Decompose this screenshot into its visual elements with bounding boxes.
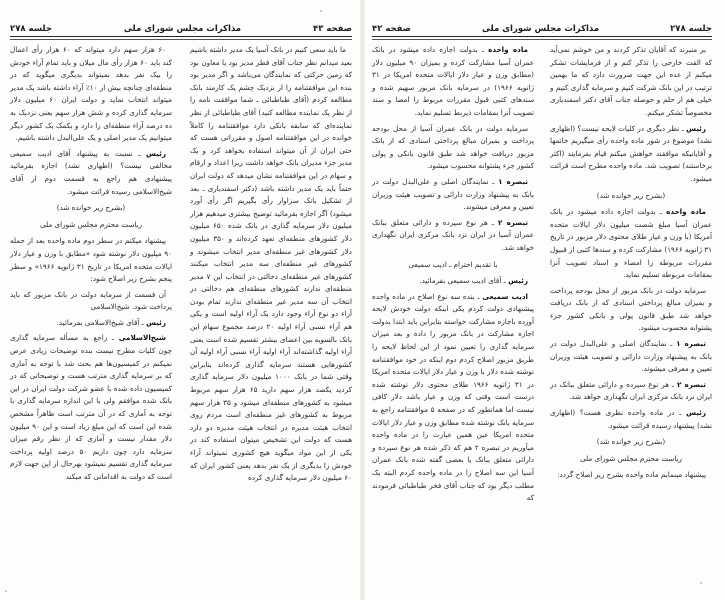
paragraph-text: ـ راجع به مسأله سرمایه گذاری چون کلیات مطرح نیست بنده توضیحات زیادی عرض نمیکنم در کمیسیون‌ها هم بحث شد با توجه به آماری که بر سرمایه گذاری مترتب هست و توضیحاتی که در کمیسیون داده شده با عضو شرکت دولت ایران در این بانک شده موافقم ولی با این اندازه سرمایه گذاری با توجه به آماری که در آن مترتب است ظاهراً مشخص شده این است که این مبلغ زیاد است و این ۹۰ میلیون دلار مقدار نیست و آماری که از نظر رقم میزان سرمایه دارد چون داریم ۵۰ درصد اولیه پرداخت سرمایه گذاری تقسیم نمیشود بهرحال از این جهت لازم است که دولت به اقداماتی که میکند bbox=[9, 333, 173, 481]
paragraph bbox=[372, 123, 534, 173]
header-rule-thin bbox=[372, 39, 712, 40]
header-rule bbox=[372, 36, 712, 37]
paragraph-text: ـ هر نوع سپرده و دارائی متعلق ببانک عمران آسیا در ایران نزد بانک مرکزی ایران نگهداری خواهد شد. bbox=[372, 217, 534, 252]
paragraph-text: ـ هر نوع سپرده و دارائی متعلق ببانک در ایران نزد بانک مرکزی ایران نگهداری خواهد شد. bbox=[550, 379, 712, 402]
paragraph-text: بر منبرند که آقایان تذکر کردند و من خوشم نمی‌آید که الفت خارجی را تذکر کنم و از فرمایشات تشکر میکنم از عده این جهت ضرورت دارد که ما بهمین ترتیب در این بانک شرکت کنیم و سرمایه گذاری کنیم و خیلی هم از حلم و حوصله جناب آقای دکتر اسفندیاری مخصوصاً تشکر میکنم. bbox=[550, 45, 712, 117]
paragraph-text: پیشنهاد مینمایم ماده واحده بشرح زیر اصلاح گردد: bbox=[557, 470, 706, 480]
speaker-name: رئیس bbox=[686, 123, 706, 133]
centered-note: ریاست محترم مجلس شورای ملی bbox=[39, 219, 143, 229]
paragraph-text: ۶۰ هزار سهم دارد میتواند که ۶۰ هزار رأی اعمال کند باید ۶۰ هزار رأی مال میلان و باید تمام آراء خودش را بیک نفر بدهد نمیتواند بدیگری میگوید که در منطقه‌ای چنانچه بیش از ۱۰٪ آراء داشته باشد یک مدیر میتواند انتخاب نماید و دولت ایران ۶۰ میلیون دلار سرمایه گذاری کرده و شش هزار سهم یعنی نزدیک به ده درصد آراء منطقه‌ای را دارد و بکمک یک کشور دیگر میتوانیم یک مدیر اصلی و یک علی‌البدل داشته باشیم. bbox=[10, 45, 173, 143]
paragraph-text: ـ نمایندگان اصلی و علی‌البدل دولت در بانک به پیشنهاد وزارت دارائی و تصویب هیئت وزیران تعیین و معرفی میشوند. bbox=[550, 339, 712, 374]
centered-note: (بشرح زیر خوانده شد) bbox=[596, 190, 666, 200]
article-paragraph bbox=[372, 217, 534, 255]
paragraph-text: ـ در ماده واحده نظری هست؟ (اظهاری نشد) پیشنهاد رسیده قرائت میشود. bbox=[550, 408, 712, 430]
article-paragraph bbox=[372, 176, 534, 214]
centered-note: (بشرح زیر خوانده شد) bbox=[596, 437, 666, 447]
left-page-number: صفحه ۴۳ bbox=[313, 24, 352, 34]
paragraph-text: ـ بنده سه نوع اصلاح در ماده واحده پیشنهادی دولت کردم یکی اینکه دولت خودش لایحه آورده باجازه مشارکت خواسته بنابراین باید ابتدا بدولت اجازه مشارکت در بانک مزبور را داده و بعد میزان سرمایه گذاری را تعیین نمود از این لحاظ لایحه را طریق مزبور اصلاح کردم دوم اینکه در خود موافقتنامه نوشته شده دلار با وزن و عیار دلار ایالات متحده امریکا در ۳۱ ژانویه ۱۹۶۶ طلای محتوی دلار نوشته شده درست است وقتی که وزن و عیار باشد دلار کافی نیست اما همانطور که در صفحه ۵ موافقتنامه راجع به سرمایه بانک نوشته شده مطابق وزن و عیار دلار ایالات متحده امریکا عین همین عبارت را در ماده واحده میآوریم در تبصره ۲ هم که ذکر شده هر نوع سپرده و دارائی متعلق ببانک یا بعضی گفته شده بانک عمران آسیا این سه اصلاح را در ماده واحده کردم البته یک مطلب دیگر بود که جناب آقای فخر طباطبائی فرمودند که bbox=[372, 291, 534, 503]
article-paragraph bbox=[372, 44, 534, 120]
speaker-name: شیخ‌الاسلامی bbox=[118, 333, 166, 343]
paragraph bbox=[10, 289, 172, 314]
scan-speck bbox=[700, 582, 702, 584]
left-page-title: مذاکرات مجلس شورای ملی bbox=[123, 24, 242, 34]
right-page-column-right bbox=[550, 44, 712, 482]
paragraph-text: ـ نسبت به پیشنهاد آقای ادیب سمیعی مخالفی نیست؟ (اظهاری نشد) اجازه بفرمائید پیشنهادی هم راجع به قسمت دوم از آقای شیخ‌الاسلامی رسیده قرائت میشود. bbox=[10, 148, 172, 196]
paragraph-text: ـ آقای شیخ‌الاسلامی بفرمائید. bbox=[56, 317, 144, 327]
right-page-header bbox=[372, 20, 712, 34]
article-paragraph bbox=[550, 206, 712, 282]
article-heading: تبصره ۲ bbox=[497, 217, 528, 227]
paragraph-text: سرمایه دولت در بانک مزبور از محل بودجه پرداخت و بمیزان مبالغ پرداختی اسنادی که از بانک دریافت خواهد شد طبق قانون پولی و بانکی کشور جزء پشتوانه محسوب میشود. bbox=[550, 285, 712, 333]
article-heading: تبصره ۲ bbox=[677, 379, 706, 389]
centered-note: ریاست محترم مجلس شورای ملی bbox=[579, 453, 683, 463]
right-page-number: صفحه ۴۲ bbox=[372, 24, 411, 34]
paragraph-text: ـ بدولت اجازه داده میشود در بانک عمران آسیا مشارکت کرده و بمیزان ۹۰ میلیون دلار (مطابق وزن و عیار دلار ایالات متحده امریکا در ۳۱ ژانویه ۱۹۶۶) در سرمایه بانک مزبور سهیم شده و سندهای کتبی قبول مقررات مربوط را امضا و سند تصویب آنرا بمقامات ذیربط تسلیم نماید. bbox=[372, 45, 534, 117]
paragraph bbox=[550, 285, 712, 335]
right-page-title: مذاکرات مجلس شورای ملی bbox=[481, 24, 600, 34]
paragraph-text: ـ آقای ادیب سمیعی بفرمائید. bbox=[419, 276, 506, 286]
right-page bbox=[364, 0, 725, 600]
left-page-header bbox=[10, 20, 352, 34]
paragraph-text: ـ نمایندگان اصلی و علی‌البدل دولت در بانک به پیشنهاد وزارت دارائی و تصویب هیئت وزیران تعیین و معرفی میشوند. bbox=[372, 176, 534, 212]
right-page-session: جلسه ۲۷۸ bbox=[670, 24, 712, 34]
speaker-paragraph bbox=[372, 291, 534, 505]
left-page-column-left bbox=[10, 44, 172, 484]
scan-speck bbox=[5, 590, 7, 592]
paragraph-text: ـ بدولت اجازه داده میشود در بانک عمران آسیا مبلغ شصت میلیون دلار ایالات متحده آمریکا (با وزن و عیار طلای محتوی دلار مزبور در تاریخ ۳۱ ژانویه ۱۹۶۶) مشارکت کرده و سندها کتبی از قبیول مقررات مربوطه را امضاء و اسناد تصویب آنرا بمقامات مربوطه تسلیم نماید. bbox=[550, 207, 712, 280]
right-page-column-left bbox=[372, 44, 534, 505]
left-page bbox=[0, 0, 362, 600]
paragraph-text: ما باید سعی کنیم در بانک آسیا یک مدیر داشته باشیم بعید میدانم نظر جناب آقای فطر مدیر بود یا معاون بود که زمین حرکتی که نمایندگان می‌باشد و اگر مدیر بود بنده این موافقتنامه را از نزدیک چشم یک کارمند بانک مطالعه کردم (آقای طباطبائی ـ شما موافقت نامه را از نظر یک نماینده مطالعه کنید) آقای طباطبائی از نظر نماینده‌ای که سابقه بانکی دارد موافقتنامه را کاملاً خوانده در این موافقتنامه اصول و مقرراتی هست که حتی ایران از آن میتواند استفاده بخواهد کرد و یک مدیر جزء مدیران بانک خواهد داشت زیرا اعداد و ارقام و سهام در این موافقتنامه نشان میدهد که دولت ایران حتماً باید یک مدیر داشته باشد (دکتر اسفندیاری ـ بعد از تشکیل بانک سزاوار رأی بگیریم اگر رأی آورد میشود) اگر اجازه بفرمائید توضیح بیشتری میدهیم هزار میلیون دلار سرمایه گذاری در بانک شده ۶۵۰ میلیون دلار کشورهای منطقه‌ای تعهد کرده‌اند و ۳۵۰ میلیون دلار کشورهای غیر منطقه‌ای مدیر انتخاب میشوند و کشورهای غیر منطقه‌ای سه مدیر انتخاب میکنند کشورهای غیر منطقه‌ای دخالتی در انتخاب این ۷ مدیر منطقه‌ای ندارند کشورهای منطقه‌ای هم دخالتی در انتخاب آن سه مدیر غیر منطقه‌ای ندارند تمام بودن آراء دو نوع آراء وجود دارد یک آراء اولیه است و یکی هم آراء نسبی آراء اولیه ۲۰ درصد مجموع سهام این بانک بالسویه بین اعضای بیشتر تقسیم شده است یعنی آراء اولیه گذاشته‌اند آراء اولیه آراء نسبی آراء اولیه آن کشورهایی هستند سرمایه گذاری کرده‌اند بنابراین وقتی شما در بانک ۱۰۰۰ میلیون دلار سرمایه گذاری کردید یکصد هزار سهم دارید ۶۵ هزار سهم مربوط میشود به کشورهای منطقه‌ای میشود و ۳۵ هزار سهم مربوط به کشورهای غیر منطقه‌ای است مردم روی انتخاب هیئت مدیره در انتخاب هیئت مدیره دو دارد هست که دولت این تشخیص میتوان استفاده کند در یکی از این مواد میگوید هیچ کشوری نمیتواند آراء خودش را بدیگری از یک نفر بدهد یعنی کشور ایران که ۶۰ میلیون دلار سرمایه گذاری کرده bbox=[190, 45, 353, 483]
article-heading: تبصره ۱ bbox=[676, 339, 706, 349]
left-page-column-right bbox=[190, 44, 352, 485]
paragraph-text: آن قسمت از سرمایه دولت در بانک مزبور که باید پرداخت شود. شیخ‌الاسلامی bbox=[10, 289, 172, 312]
paragraph bbox=[550, 44, 712, 120]
speaker-name: رئیس bbox=[686, 408, 706, 418]
speaker-paragraph bbox=[10, 332, 172, 483]
paragraph-text: سرمایه دولت در بانک عمران آسیا از محل بودجه پرداخت و بمیزان مبالغ پرداختی اسنادی که از بانک مزبور دریافت خواهد شد طبق قانون بانکی و پولی کشور جزء پشتوانه محسوب میشود. bbox=[372, 123, 534, 171]
article-paragraph bbox=[550, 338, 712, 376]
speaker-paragraph bbox=[550, 407, 712, 432]
paragraph bbox=[10, 44, 172, 145]
article-heading: ماده واحده bbox=[488, 45, 528, 54]
speaker-paragraph bbox=[372, 275, 534, 288]
paragraph-text: ـ نظر دیگری در کلیات لایحه نیست؟ (اظهاری نشد) موضوع در شور ماده واحده رأی میگیریم خانمها و آقایانیکه موافقند خواهش میکنم قیام بفرمایند (اکثر برخاستند) تصویب شد. ماده واحده مطرح است قرائت میشود. bbox=[550, 123, 712, 183]
article-heading: تبصره ۱ bbox=[498, 176, 528, 186]
speaker-paragraph bbox=[10, 148, 172, 198]
centered-note: با تقدیم احترام ـ ادیب سمیعی bbox=[408, 259, 498, 269]
speaker-paragraph bbox=[10, 317, 172, 330]
speaker-name: رئیس bbox=[146, 148, 166, 158]
paragraph bbox=[550, 469, 712, 482]
paragraph-text: پیشنهاد میکنم در سطر دوم ماده واحده بعد از جمله ۹۰ میلیون دلار نوشته شود «مطابق با وزن و عیار دلار ایالات متحده امریکا در تاریخ ۳۱ ژانویه ۱۹۶۶» و سطر پنجم بشرح زیر اصلاح شود: bbox=[10, 236, 172, 284]
paragraph bbox=[10, 235, 172, 285]
speaker-name: رئیس bbox=[146, 317, 166, 327]
speaker-name: رئیس bbox=[508, 276, 528, 286]
left-page-session: جلسه ۲۷۸ bbox=[10, 24, 52, 34]
header-rule bbox=[10, 36, 352, 37]
speaker-name: ادیب سمیعی bbox=[482, 291, 528, 301]
centered-note: (بشرح زیر خوانده شد) bbox=[56, 203, 126, 213]
paragraph bbox=[190, 44, 352, 485]
article-paragraph bbox=[550, 379, 712, 404]
header-rule-thin bbox=[10, 39, 352, 40]
article-heading: ماده واحده bbox=[666, 207, 706, 217]
scan-speck bbox=[320, 10, 322, 12]
speaker-paragraph bbox=[550, 123, 712, 186]
